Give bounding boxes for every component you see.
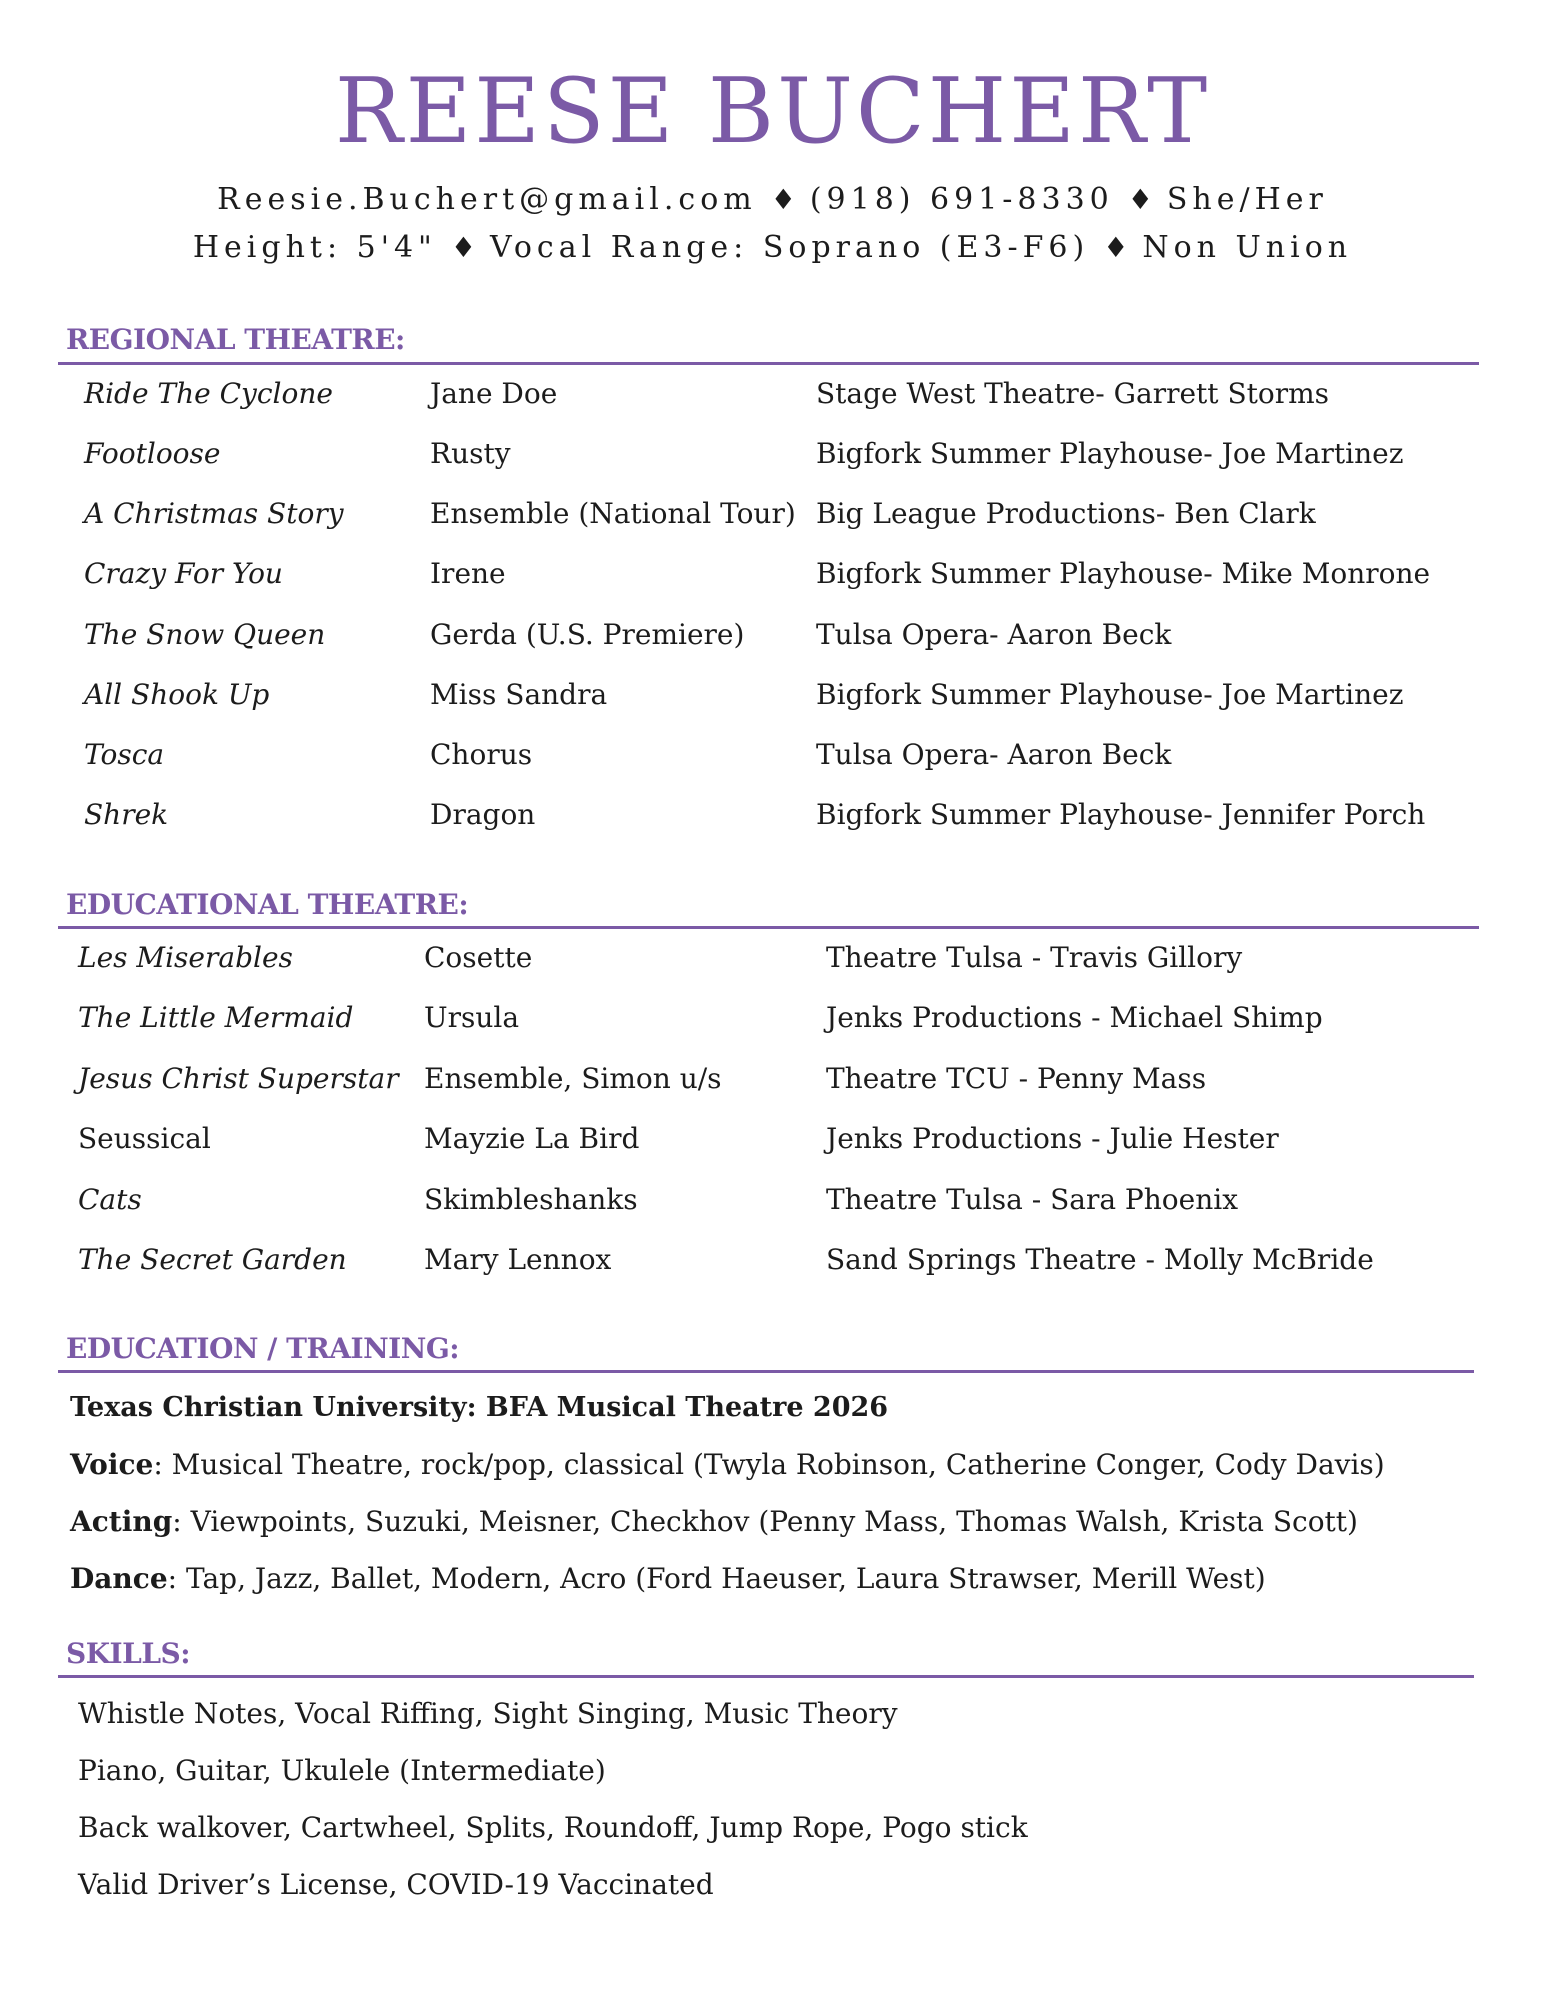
table-row <box>0 1178 1545 1222</box>
section-title-skills: SKILLS: <box>66 1637 191 1670</box>
union-status: Non Union <box>1142 230 1353 265</box>
skill-item: Whistle Notes, Vocal Riffing, Sight Singing, Music Theory <box>78 1697 898 1730</box>
role: Ursula <box>424 1001 520 1034</box>
height: Height: 5'4" <box>192 230 437 265</box>
role: Jane Doe <box>430 377 558 410</box>
show-title: A Christmas Story <box>84 497 344 530</box>
pronouns: She/Her <box>1166 182 1328 217</box>
diamond-separator-icon: ♦ <box>770 183 796 216</box>
section-divider <box>58 1675 1474 1678</box>
role: Skimbleshanks <box>424 1183 638 1216</box>
section-title-regional: REGIONAL THEATRE: <box>66 323 405 356</box>
table-row <box>0 552 1545 596</box>
role: Ensemble (National Tour) <box>430 497 796 530</box>
show-title: Cats <box>78 1183 142 1216</box>
section-divider <box>58 926 1479 929</box>
company: Bigfork Summer Playhouse- Jennifer Porch <box>816 798 1426 831</box>
role: Chorus <box>430 738 533 771</box>
email[interactable]: Reesie.Buchert@gmail.com <box>217 182 757 217</box>
section-divider <box>58 362 1479 365</box>
company: Big League Productions- Ben Clark <box>816 497 1316 530</box>
role: Dragon <box>430 798 536 831</box>
training-acting <box>70 1500 1358 1544</box>
vocal-range: Vocal Range: Soprano (E3-F6) <box>489 230 1090 265</box>
voice-details: : Musical Theatre, rock/pop, classical (Twyla Robinson, Catherine Conger, Cody Davis) <box>153 1448 1385 1481</box>
company: Jenks Productions - Julie Hester <box>826 1122 1279 1155</box>
acting-label: Acting <box>70 1505 173 1538</box>
role: Gerda (U.S. Premiere) <box>430 618 745 651</box>
role: Mary Lennox <box>424 1243 612 1276</box>
role: Cosette <box>424 941 533 974</box>
company: Theatre Tulsa - Travis Gillory <box>826 941 1243 974</box>
company: Sand Springs Theatre - Molly McBride <box>826 1243 1374 1276</box>
company: Bigfork Summer Playhouse- Joe Martinez <box>816 678 1404 711</box>
role: Miss Sandra <box>430 678 608 711</box>
diamond-separator-icon: ♦ <box>450 231 476 264</box>
table-row <box>0 936 1545 980</box>
role: Irene <box>430 557 506 590</box>
show-title: Footloose <box>84 437 221 470</box>
role: Ensemble, Simon u/s <box>424 1062 722 1095</box>
section-title-training: EDUCATION / TRAINING: <box>66 1332 460 1365</box>
dance-details: : Tap, Jazz, Ballet, Modern, Acro (Ford Haeuser, Laura Strawser, Merill West) <box>167 1562 1266 1595</box>
company: Tulsa Opera- Aaron Beck <box>816 618 1172 651</box>
company: Stage West Theatre- Garrett Storms <box>816 377 1330 410</box>
school-degree: Texas Christian University: BFA Musical Theatre 2026 <box>70 1392 889 1423</box>
show-title: Crazy For You <box>84 557 283 590</box>
company: Theatre Tulsa - Sara Phoenix <box>826 1183 1239 1216</box>
show-title: Jesus Christ Superstar <box>78 1062 399 1095</box>
training-voice <box>70 1443 1385 1487</box>
company: Tulsa Opera- Aaron Beck <box>816 738 1172 771</box>
dance-label: Dance <box>70 1562 168 1595</box>
section-title-educational: EDUCATIONAL THEATRE: <box>66 888 469 921</box>
acting-details: : Viewpoints, Suzuki, Meisner, Checkhov (Penny Mass, Thomas Walsh, Krista Scott) <box>172 1505 1358 1538</box>
skill-item: Valid Driver’s License, COVID-19 Vaccinated <box>78 1868 714 1901</box>
table-row <box>0 1057 1545 1101</box>
show-title: The Little Mermaid <box>78 1001 354 1034</box>
table-row <box>0 492 1545 536</box>
company: Bigfork Summer Playhouse- Mike Monrone <box>816 557 1431 590</box>
show-title: Shrek <box>84 798 169 831</box>
show-title: Ride The Cyclone <box>84 377 333 410</box>
show-title: The Secret Garden <box>78 1243 347 1276</box>
skill-item: Back walkover, Cartwheel, Splits, Roundoff, Jump Rope, Pogo stick <box>78 1811 1028 1844</box>
skill-item: Piano, Guitar, Ukulele (Intermediate) <box>78 1754 606 1787</box>
company: Bigfork Summer Playhouse- Joe Martinez <box>816 437 1404 470</box>
show-title: Seussical <box>78 1122 211 1155</box>
table-row <box>0 1117 1545 1161</box>
resume-name: REESE BUCHERT <box>334 59 1211 164</box>
table-row <box>0 432 1545 476</box>
table-row <box>0 613 1545 657</box>
show-title: Tosca <box>84 738 165 771</box>
voice-label: Voice <box>70 1448 154 1481</box>
contact-line-1 <box>0 180 1545 220</box>
table-row <box>0 996 1545 1040</box>
role: Rusty <box>430 437 511 470</box>
section-divider <box>58 1370 1474 1373</box>
contact-line-2 <box>0 228 1545 268</box>
table-row <box>0 733 1545 777</box>
company: Jenks Productions - Michael Shimp <box>826 1001 1323 1034</box>
diamond-separator-icon: ♦ <box>1127 183 1153 216</box>
company: Theatre TCU - Penny Mass <box>826 1062 1207 1095</box>
training-dance <box>70 1557 1266 1601</box>
role: Mayzie La Bird <box>424 1122 640 1155</box>
show-title: The Snow Queen <box>84 618 326 651</box>
show-title: All Shook Up <box>84 678 270 711</box>
table-row <box>0 673 1545 717</box>
table-row <box>0 372 1545 416</box>
table-row <box>0 793 1545 837</box>
phone: (918) 691-8330 <box>809 182 1114 217</box>
table-row <box>0 1238 1545 1282</box>
show-title: Les Miserables <box>78 941 293 974</box>
diamond-separator-icon: ♦ <box>1103 231 1129 264</box>
